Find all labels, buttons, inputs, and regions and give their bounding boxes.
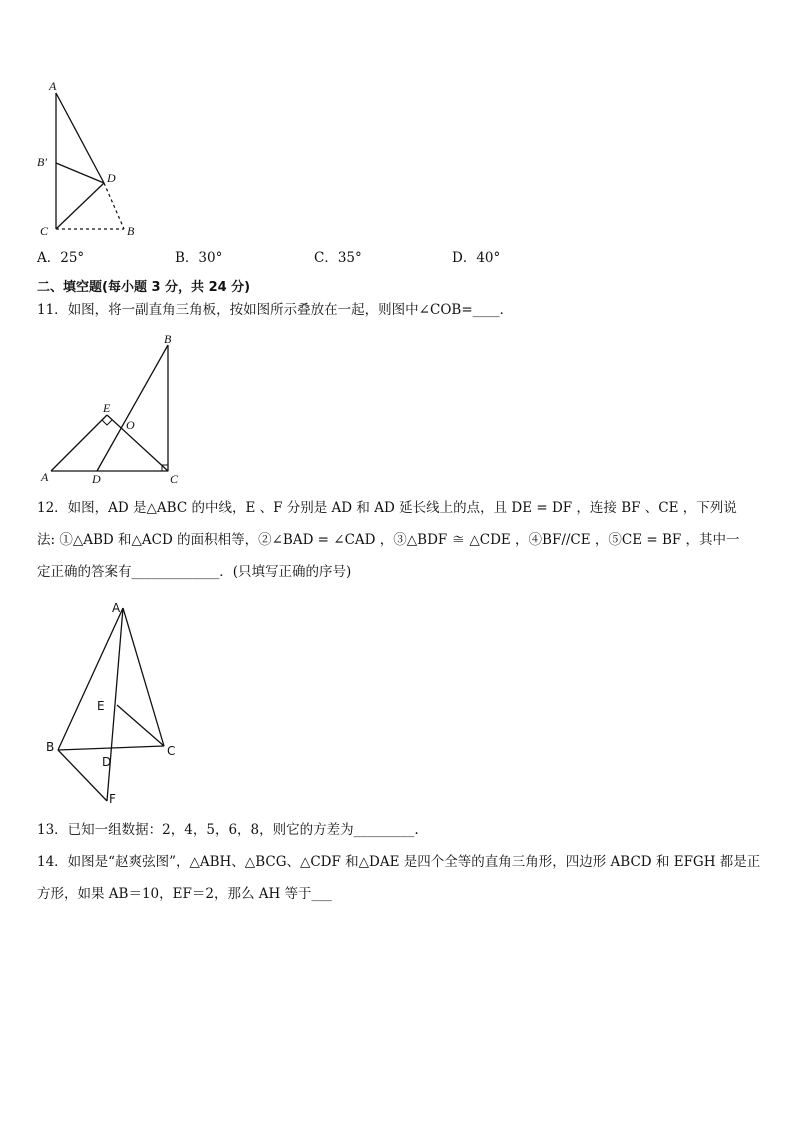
question-11-number: 11． <box>37 302 68 318</box>
choice-c-value: 35° <box>337 250 362 266</box>
label-A: A <box>49 79 57 93</box>
label-B: B <box>164 332 172 346</box>
choice-d-letter: D． <box>452 250 477 266</box>
label-Bprime: B′ <box>37 155 47 169</box>
label-E: E <box>97 699 105 713</box>
question-13: 13．已知一组数据：2，4，5，6，8，则它的方差为_________. <box>37 822 419 838</box>
label-O: O <box>126 418 135 432</box>
question-12-line-1: 12．如图，AD 是△ABC 的中线，E 、F 分别是 AD 和 AD 延长线上的点，且 DE = DF ，连接 BF 、CE ，下列说 <box>37 500 737 516</box>
label-C: C <box>40 224 49 238</box>
choice-c-letter: C． <box>314 250 338 266</box>
choice-a-letter: A． <box>37 250 61 266</box>
label-D: D <box>102 755 112 769</box>
segment-BF <box>58 750 107 801</box>
label-B: B <box>46 740 55 754</box>
question-14-line-2: 方形，如果 AB＝10，EF＝2，那么 AH 等于___ <box>37 886 332 902</box>
question-14-line-1: 14．如图是“赵爽弦图”，△ABH、△BCG、△CDF 和△DAE 是四个全等的直角三角形，四边形 ABCD 和 EFGH 都是正 <box>37 854 761 870</box>
choice-b-letter: B． <box>175 250 199 266</box>
choice-d-value: 40° <box>476 250 501 266</box>
label-F: F <box>109 792 116 806</box>
question-11-text: 如图，将一副直角三角板，按如图所示叠放在一起，则图中∠COB=____． <box>67 302 514 318</box>
choice-b-value: 30° <box>198 250 223 266</box>
segment-EC <box>117 705 164 746</box>
label-A: A <box>41 470 49 484</box>
label-C: C <box>170 472 179 486</box>
label-E: E <box>103 401 111 415</box>
label-D: D <box>92 472 101 486</box>
question-12-line-2: 法: ①△ABD 和△ACD 的面积相等，②∠BAD = ∠CAD ，③△BDF ≅ △CDE ，④BF//CE ，⑤CE = BF ，其中一 <box>37 532 740 548</box>
label-A: A <box>112 601 121 615</box>
label-C: C <box>167 744 176 758</box>
segment-AC <box>123 608 164 746</box>
question-12-line-3: 定正确的答案有_____________．(只填写正确的序号) <box>37 564 352 580</box>
choice-a-value: 25° <box>60 250 85 266</box>
label-B: B <box>127 224 135 238</box>
section-heading: 二、填空题(每小题 3 分，共 24 分) <box>37 280 251 295</box>
label-D: D <box>107 171 116 185</box>
